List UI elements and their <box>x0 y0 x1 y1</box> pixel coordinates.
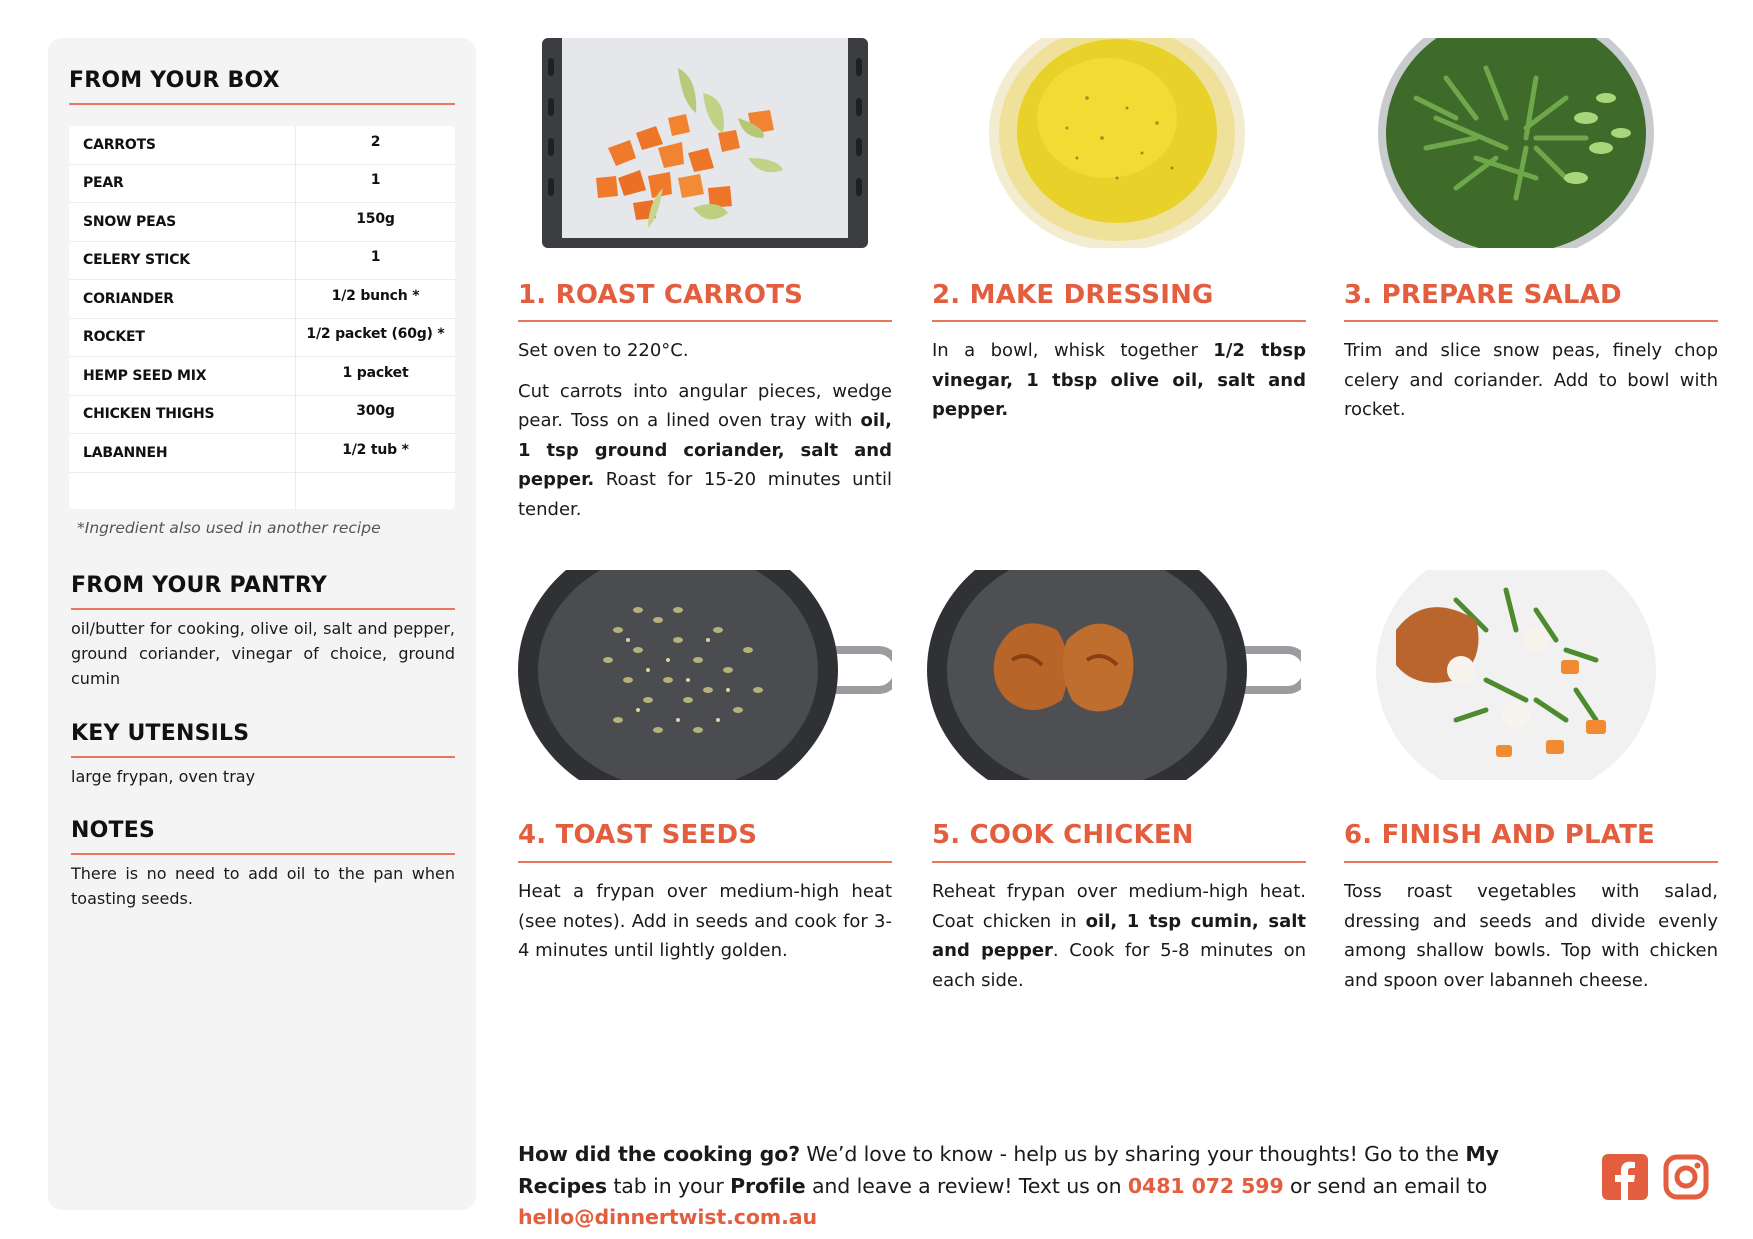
ingredient-name: CELERY STICK <box>69 242 296 280</box>
step-6-body <box>1344 877 1718 1006</box>
ingredient-quantity: 1 packet <box>342 364 409 381</box>
step-text: Reheat frypan over medium-high heat. Coat chicken in <box>932 881 1306 932</box>
box-ingredient-row <box>69 242 455 281</box>
step-paragraph <box>1344 877 1718 995</box>
step-paragraph <box>518 877 892 966</box>
footer-text: We’d love to know - help us by sharing your thoughts! Go to the <box>800 1142 1466 1166</box>
step-text: Trim and slice snow peas, finely chop celery and coriander. Add to bowl with rocket. <box>1344 340 1718 420</box>
step-5-body <box>932 877 1306 1006</box>
ingredient-name: CARROTS <box>69 126 296 164</box>
step-1-body <box>518 336 892 535</box>
step-2-photo <box>927 38 1301 248</box>
ingredient-name: HEMP SEED MIX <box>69 357 296 395</box>
step-5-photo <box>927 570 1301 780</box>
ingredient-name: CORIANDER <box>69 280 296 318</box>
step-5-rule <box>932 861 1306 863</box>
step-3-body <box>1344 336 1718 436</box>
ingredient-quantity: 1/2 bunch * <box>331 287 420 304</box>
step-text: Heat a frypan over medium-high heat (see notes). Add in seeds and cook for 3-4 minutes until lightly golden. <box>518 881 892 961</box>
step-4-body <box>518 877 892 977</box>
step-5-title: 5. COOK CHICKEN <box>932 820 1194 850</box>
box-ingredient-row <box>69 434 455 473</box>
box-ingredient-row <box>69 165 455 204</box>
step-bold-text: oil, 1 tsp ground coriander, salt and pepper. <box>518 410 892 490</box>
ingredients-sidebar <box>48 38 476 1210</box>
step-4-photo <box>518 570 892 780</box>
pantry-heading: FROM YOUR PANTRY <box>71 573 327 598</box>
step-2-rule <box>932 320 1306 322</box>
step-4-title: 4. TOAST SEEDS <box>518 820 758 850</box>
notes-text: There is no need to add oil to the pan when toasting seeds. <box>71 864 455 908</box>
pantry-text: oil/butter for cooking, olive oil, salt and pepper, ground coriander, vinegar of choice, ground cumin <box>71 619 455 688</box>
step-text: . Cook for 5-8 minutes on each side. <box>932 940 1306 991</box>
ingredient-footnote: *Ingredient also used in another recipe <box>77 519 381 537</box>
ingredient-quantity: 1 <box>370 249 381 266</box>
box-heading-rule <box>69 103 455 105</box>
box-heading: FROM YOUR BOX <box>69 68 280 93</box>
ingredient-name: SNOW PEAS <box>69 203 296 241</box>
box-ingredient-row <box>69 396 455 435</box>
ingredient-name: CHICKEN THIGHS <box>69 396 296 434</box>
step-text: Cut carrots into angular pieces, wedge pear. Toss on a lined oven tray with <box>518 380 892 431</box>
box-ingredient-row <box>69 203 455 242</box>
ingredient-name: PEAR <box>69 165 296 203</box>
footer-text: and leave a review! Text us on <box>805 1173 1128 1198</box>
notes-heading: NOTES <box>71 818 155 843</box>
box-ingredient-row <box>69 319 455 358</box>
step-3-title: 3. PREPARE SALAD <box>1344 280 1622 310</box>
footer-bold-text: Profile <box>730 1173 806 1198</box>
step-3-rule <box>1344 320 1718 322</box>
step-2-body <box>932 336 1306 436</box>
step-paragraph <box>932 877 1306 995</box>
feedback-footer <box>518 1139 1578 1234</box>
footer-text: tab in your <box>606 1173 731 1198</box>
facebook-icon[interactable] <box>1602 1154 1648 1200</box>
step-6-rule <box>1344 861 1718 863</box>
ingredient-quantity: 300g <box>356 403 395 420</box>
box-ingredients-table <box>69 126 455 509</box>
step-paragraph <box>1344 336 1718 425</box>
step-bold-text: oil, 1 tsp cumin, salt and pepper <box>932 910 1306 961</box>
utensils-heading: KEY UTENSILS <box>71 721 250 746</box>
utensils-heading-rule <box>71 756 455 758</box>
step-paragraph <box>932 336 1306 425</box>
utensils-text: large frypan, oven tray <box>71 767 256 786</box>
step-text: In a bowl, whisk together <box>932 340 1214 361</box>
phone-link[interactable]: 0481 072 599 <box>1127 1173 1284 1198</box>
footer-text: or send an email to <box>1283 1173 1488 1198</box>
ingredient-quantity: 1 <box>370 172 381 189</box>
ingredient-name-empty <box>69 473 296 512</box>
step-1-photo <box>518 38 892 248</box>
step-bold-text: 1/2 tbsp vinegar, 1 tbsp olive oil, salt and pepper. <box>932 340 1306 420</box>
step-2-title: 2. MAKE DRESSING <box>932 280 1214 310</box>
ingredient-quantity: 2 <box>370 133 381 150</box>
step-paragraph <box>518 377 892 525</box>
ingredient-quantity: 1/2 tub * <box>342 441 409 458</box>
ingredient-name: LABANNEH <box>69 434 296 472</box>
ingredient-quantity: 150g <box>356 210 395 227</box>
step-text: Set oven to 220°C. <box>518 340 689 361</box>
footer-bold-text: My Recipes <box>518 1142 1499 1198</box>
step-text: Toss roast vegetables with salad, dressing and seeds and divide evenly among shallow bowls. Top with chicken and spoon over labanneh cheese. <box>1344 881 1718 991</box>
box-empty-row <box>69 473 455 512</box>
box-ingredient-row <box>69 357 455 396</box>
step-text: Roast for 15-20 minutes until tender. <box>518 469 892 520</box>
box-ingredient-row <box>69 126 455 165</box>
instagram-icon[interactable] <box>1663 1154 1709 1200</box>
email-link[interactable]: hello@dinnertwist.com.au <box>518 1205 818 1229</box>
step-6-title: 6. FINISH AND PLATE <box>1344 820 1655 850</box>
ingredient-name: ROCKET <box>69 319 296 357</box>
step-1-title: 1. ROAST CARROTS <box>518 280 804 310</box>
step-paragraph <box>518 336 892 366</box>
step-3-photo <box>1336 38 1710 248</box>
step-6-photo <box>1336 570 1710 780</box>
ingredient-quantity: 1/2 packet (60g) * <box>306 326 445 343</box>
step-1-rule <box>518 320 892 322</box>
step-4-rule <box>518 861 892 863</box>
box-ingredient-row <box>69 280 455 319</box>
footer-bold-text: How did the cooking go? <box>518 1142 800 1166</box>
pantry-heading-rule <box>71 608 455 610</box>
notes-heading-rule <box>71 853 455 855</box>
